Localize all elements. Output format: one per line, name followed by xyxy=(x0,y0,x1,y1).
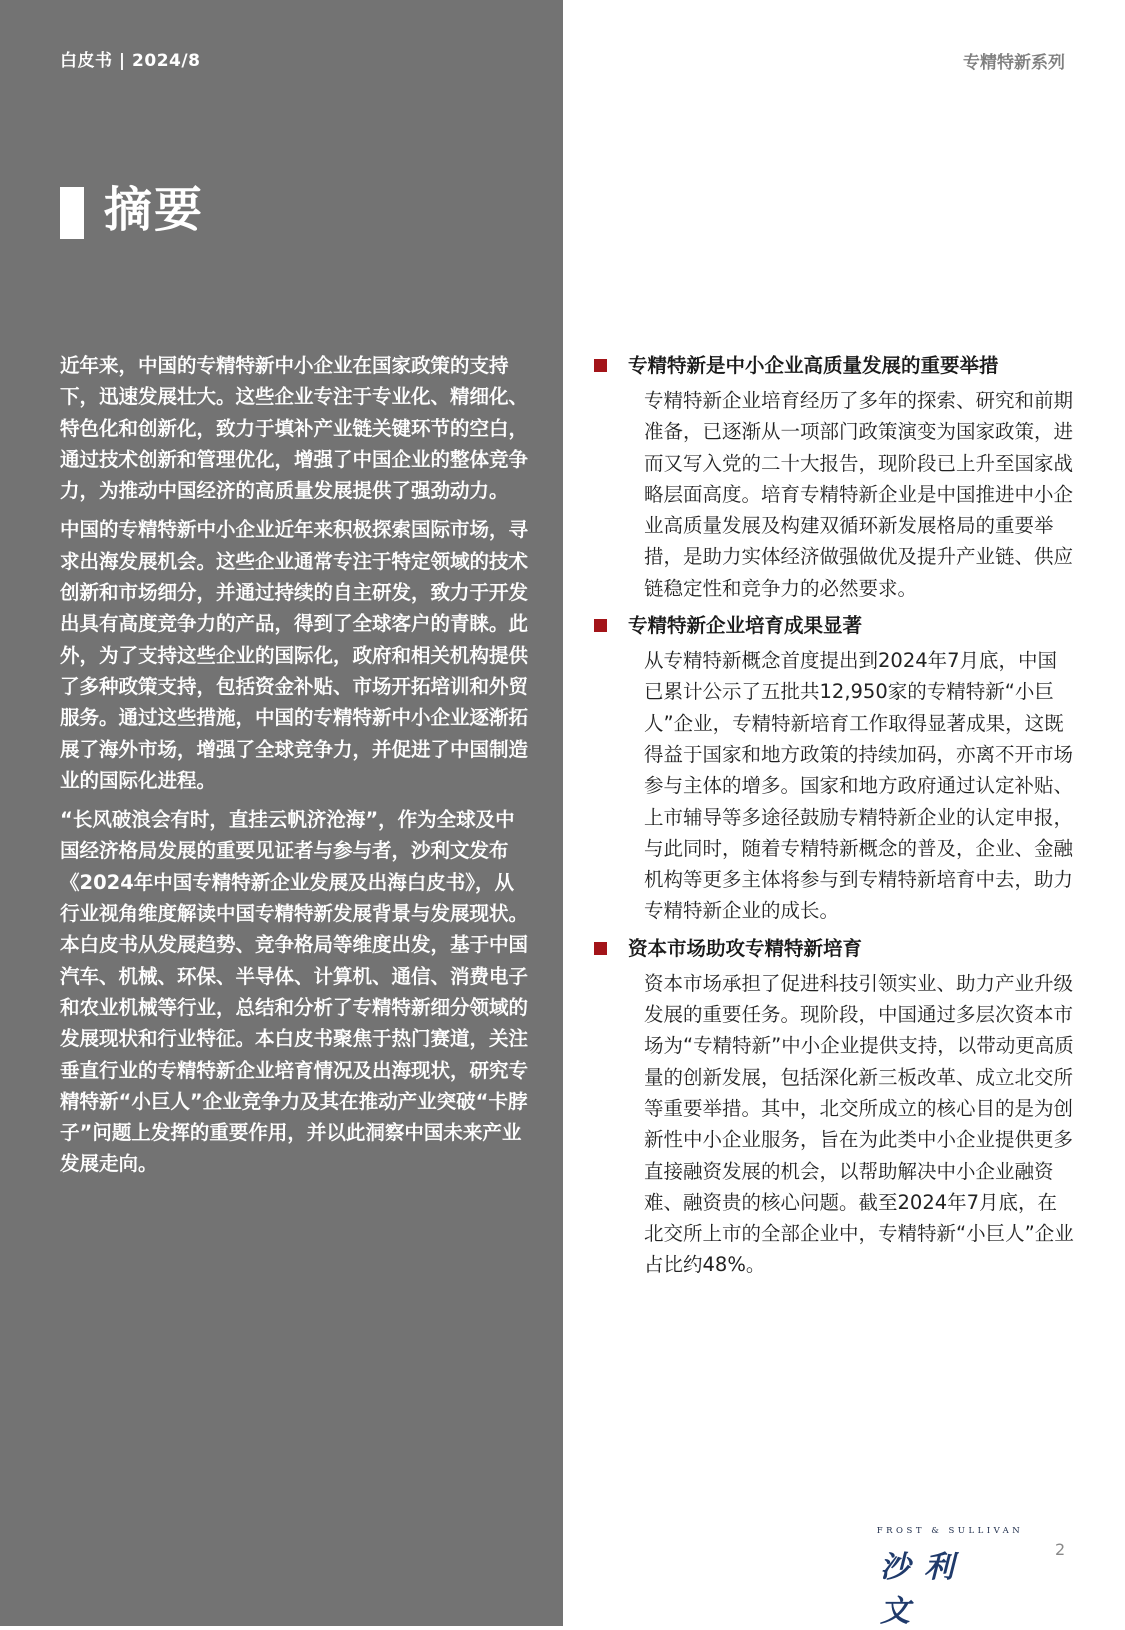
square-bullet-icon xyxy=(594,359,607,372)
header-doc-type-date: 白皮书 | 2024/8 xyxy=(60,51,201,71)
logo-chinese-text: 沙利文 xyxy=(880,1550,968,1629)
square-bullet-icon xyxy=(594,619,607,632)
key-point-heading-row xyxy=(594,610,1074,641)
key-point-text: 从专精特新概念首度提出到2024年7月底，中国已累计公示了五批共12,950家的专精特新“小巨人”企业，专精特新培育工作取得显著成果，这既得益于国家和地方政策的持续加码，亦离不开市场参与主体的增多。国家和地方政府通过认定补贴、上市辅导等多途径鼓励专精特新企业的认定申报，与此同时，随着专精特新概念的普及，企业、金融机构等更多主体将参与到专精特新培育中去，助力专精特新企业的成长。 xyxy=(644,649,1074,923)
summary-body xyxy=(60,350,533,1188)
key-point-heading-row xyxy=(594,933,1074,964)
key-point-section xyxy=(594,610,1074,927)
key-points xyxy=(594,350,1074,1287)
title-accent-bar xyxy=(60,187,84,239)
square-bullet-icon xyxy=(594,942,607,955)
summary-paragraph: 中国的专精特新中小企业近年来积极探索国际市场，寻求出海发展机会。这些企业通常专注于特定领域的技术创新和市场细分，并通过持续的自主研发，致力于开发出具有高度竞争力的产品，得到了全球客户的青睐。此外，为了支持这些企业的国际化，政府和相关机构提供了多种政策支持，包括资金补贴、市场开拓培训和外贸服务。通过这些措施，中国的专精特新中小企业逐渐拓展了海外市场，增强了全球竞争力，并促进了中国制造业的国际化进程。 xyxy=(60,518,529,792)
key-point-heading: 专精特新企业培育成果显著 xyxy=(628,614,863,638)
key-point-section xyxy=(594,350,1074,604)
key-point-text: 专精特新企业培育经历了多年的探索、研究和前期准备，已逐渐从一项部门政策演变为国家政策，进而又写入党的二十大报告，现阶段已上升至国家战略层面高度。培育专精特新企业是中国推进中小企业高质量发展及构建双循环新发展格局的重要举措，是助力实体经济做强做优及提升产业链、供应链稳定性和竞争力的必然要求。 xyxy=(644,389,1074,600)
key-point-heading-row xyxy=(594,350,1074,381)
summary-paragraph: 近年来，中国的专精特新中小企业在国家政策的支持下，迅速发展壮大。这些企业专注于专业化、精细化、特色化和创新化，致力于填补产业链关键环节的空白，通过技术创新和管理优化，增强了中国企业的整体竞争力，为推动中国经济的高质量发展提供了强劲动力。 xyxy=(60,354,529,503)
header-series-name: 专精特新系列 xyxy=(963,53,1065,73)
logo-english-text: FROST & SULLIVAN xyxy=(876,1526,1024,1536)
page-number: 2 xyxy=(1055,1540,1066,1559)
key-point-section xyxy=(594,933,1074,1281)
key-point-heading: 资本市场助攻专精特新培育 xyxy=(628,936,863,960)
key-point-heading: 专精特新是中小企业高质量发展的重要举措 xyxy=(628,354,999,377)
page-title: 摘要 xyxy=(104,182,205,238)
summary-paragraph: “长风破浪会有时，直挂云帆济沧海”，作为全球及中国经济格局发展的重要见证者与参与者，沙利文发布《2024年中国专精特新企业发展及出海白皮书》，从行业视角维度解读中国专精特新发展背景与发展现状。本白皮书从发展趋势、竞争格局等维度出发，基于中国汽车、机械、环保、半导体、计算机、通信、消费电子和农业机械等行业，总结和分析了专精特新细分领域的发展现状和行业特征。本白皮书聚焦于热门赛道，关注垂直行业的专精特新企业培育情况及出海现状，研究专精特新“小巨人”企业竞争力及其在推动产业突破“卡脖子”问题上发挥的重要作用，并以此洞察中国未来产业发展走向。 xyxy=(60,808,529,1176)
frost-sullivan-logo xyxy=(870,1526,1030,1629)
key-point-text: 资本市场承担了促进科技引领实业、助力产业升级发展的重要任务。现阶段，中国通过多层次资本市场为“专精特新”中小企业提供支持，以带动更高质量的创新发展，包括深化新三板改革、成立北交所等重要举措。其中，北交所成立的核心目的是为创新性中小企业服务，旨在为此类中小企业提供更多直接融资发展的机会，以帮助解决中小企业融资难、融资贵的核心问题。截至2024年7月底，在北交所上市的全部企业中，专精特新“小巨人”企业占比约48%。 xyxy=(644,971,1074,1277)
